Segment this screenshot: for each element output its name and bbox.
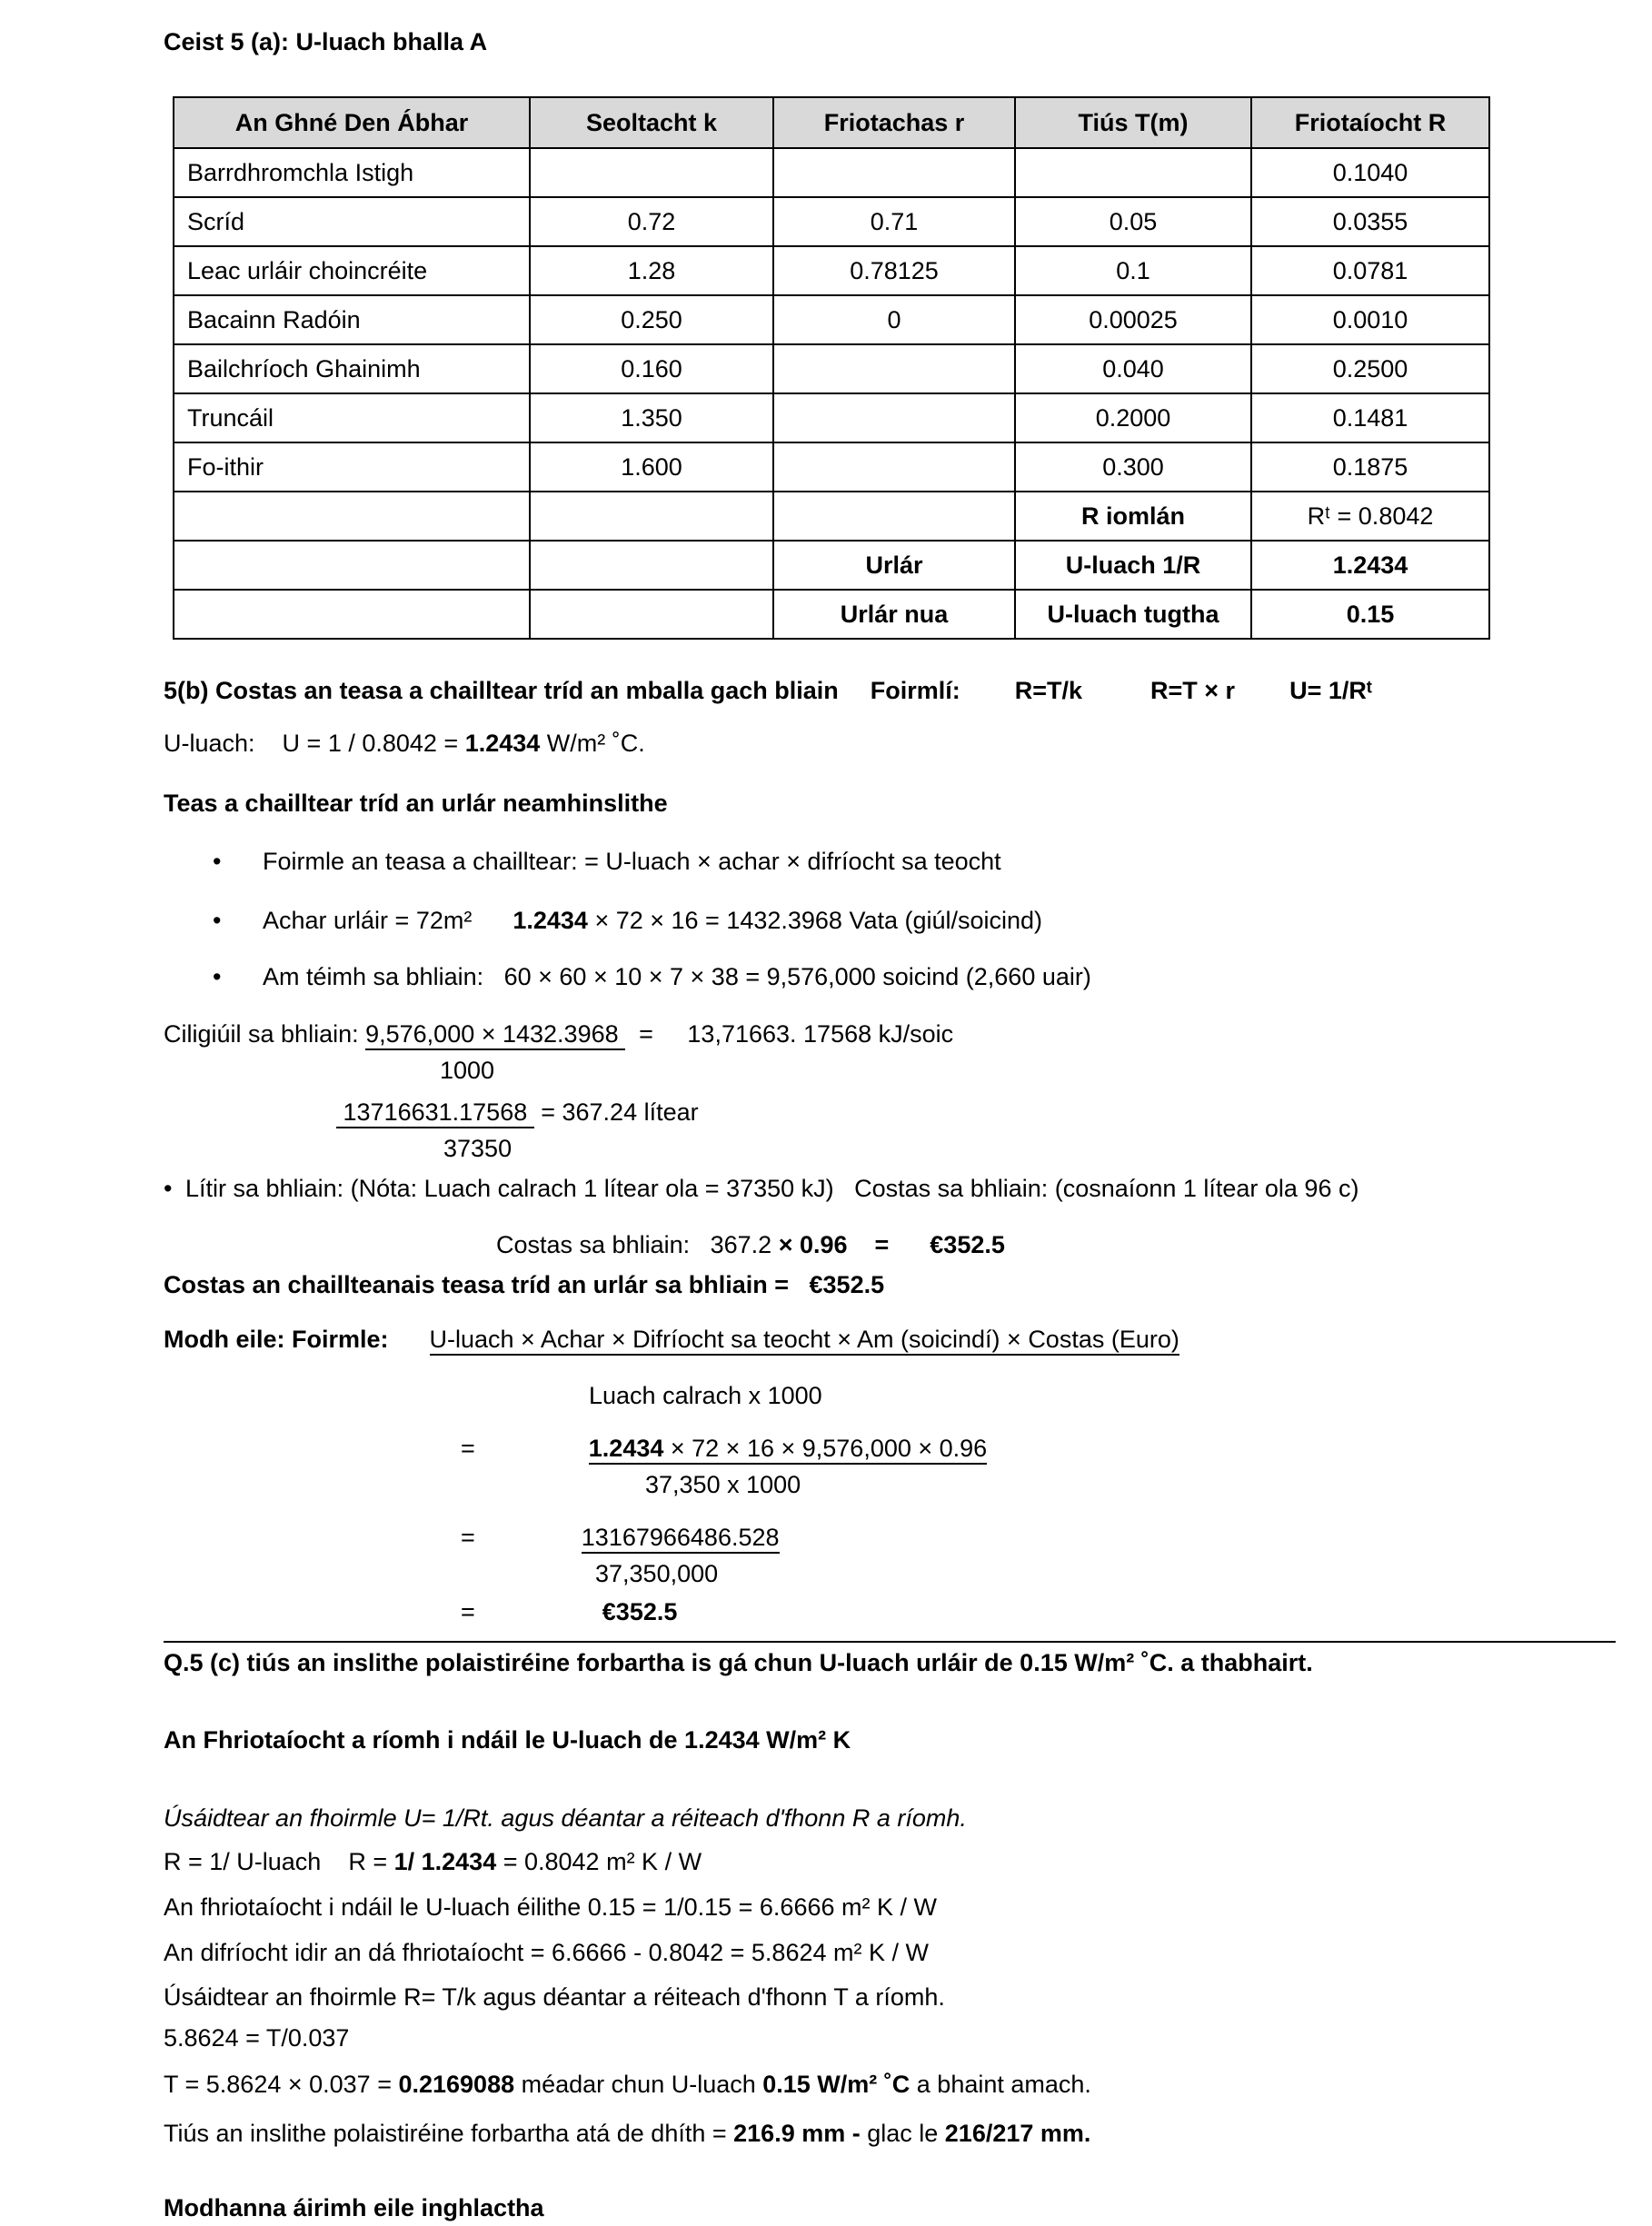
- bullet-text: Am téimh sa bhliain: 60 × 60 × 10 × 7 × 38 = 9,576,000 soicind (2,660 uair): [263, 963, 1091, 990]
- u-value-calculation: [164, 725, 1616, 761]
- calc-result: [164, 1594, 1616, 1630]
- table-cell: 0.71: [773, 197, 1015, 246]
- table-cell: 1.350: [530, 393, 773, 442]
- table-cell: 0.00025: [1015, 295, 1251, 344]
- fraction-numerator: 13716631.17568: [336, 1098, 534, 1128]
- table-cell: 0.2500: [1251, 344, 1489, 393]
- table-cell: [773, 148, 1015, 197]
- bullet-text: [263, 902, 1042, 939]
- table-cell: 1.600: [530, 442, 773, 492]
- table-cell: [530, 492, 773, 541]
- table-cell: 0.1040: [1251, 148, 1489, 197]
- text-segment: a bhaint amach.: [910, 2071, 1091, 2098]
- table-cell: 0.0010: [1251, 295, 1489, 344]
- table-cell-u-given-value: 0.15: [1251, 590, 1489, 639]
- table-cell: 1.28: [530, 246, 773, 295]
- table-row-u-value: [174, 541, 1489, 590]
- step1-numerator: [589, 1435, 987, 1465]
- table-cell: 0.250: [530, 295, 773, 344]
- bold-segment: 0.2169088: [398, 2071, 515, 2098]
- cost-conclusion: Costas an chaillteanais teasa tríd an urlár sa bhliain = €352.5: [164, 1271, 885, 1298]
- table-cell: 0.1481: [1251, 393, 1489, 442]
- bold-segment: 1/ 1.2434: [393, 1848, 497, 1875]
- table-row-u-given: [174, 590, 1489, 639]
- bullet-icon: •: [213, 848, 222, 875]
- bold-segment: 1.2434: [464, 730, 541, 757]
- header-thickness: Tiús T(m): [1015, 97, 1251, 148]
- formula-r-tk: R=T/k: [1014, 677, 1083, 704]
- bullet-item-heating-time: [213, 959, 1616, 995]
- table-cell: [174, 541, 530, 590]
- table-cell: [1015, 148, 1251, 197]
- note-text: Lítir sa bhliain: (Nóta: Luach calrach 1 lítear ola = 37350 kJ) Costas sa bhliain: (cosnaíonn 1 lítear ola 96 c): [185, 1175, 1359, 1202]
- step2-denominator: 37,350,000: [595, 1560, 719, 1587]
- calc-step-2: [164, 1519, 1616, 1555]
- table-cell: Bacainn Radóin: [174, 295, 530, 344]
- text-segment: Ciligiúil sa bhliain:: [164, 1020, 366, 1048]
- result-value: €352.5: [602, 1598, 678, 1625]
- calc-step-1: [164, 1430, 1616, 1466]
- bullet-item-area: [213, 902, 1616, 939]
- table-cell: Scríd: [174, 197, 530, 246]
- table-row-total: [174, 492, 1489, 541]
- resistance-subheading: An Fhriotaíocht a ríomh i ndáil le U-luach de 1.2434 W/m² K: [164, 1726, 851, 1754]
- fraction-denominator: 37350: [443, 1135, 513, 1162]
- step2-numerator: 13167966486.528: [582, 1524, 780, 1554]
- table-cell: [773, 492, 1015, 541]
- text-segment: = 0.8042 m² K / W: [496, 1848, 702, 1875]
- table-row: [174, 295, 1489, 344]
- insulation-thickness-line: [164, 2115, 1616, 2151]
- annual-kj-fraction-numerator: [164, 1016, 1616, 1052]
- table-cell: Fo-ithir: [174, 442, 530, 492]
- resistance-difference-line: An difríocht idir an dá fhriotaíocht = 6.6666 - 0.8042 = 5.8624 m² K / W: [164, 1939, 929, 1966]
- table-cell: 0: [773, 295, 1015, 344]
- bold-segment: 1.2434: [513, 907, 588, 934]
- equals-sign: =: [461, 1435, 475, 1462]
- table-cell: [773, 344, 1015, 393]
- step1-denominator: 37,350 x 1000: [645, 1471, 801, 1498]
- fraction-denominator: 1000: [440, 1057, 495, 1084]
- table-cell: 0.72: [530, 197, 773, 246]
- bold-segment: 216/217 mm.: [944, 2120, 1091, 2147]
- bullet-text: Foirmle an teasa a chailltear: = U-luach × achar × difríocht sa teocht: [263, 848, 1001, 875]
- bullet-icon: •: [213, 907, 222, 934]
- table-cell: [174, 492, 530, 541]
- other-methods-footer: Modhanna áirimh eile inghlactha: [164, 2194, 544, 2221]
- table-cell: 0.300: [1015, 442, 1251, 492]
- table-cell: 0.78125: [773, 246, 1015, 295]
- table-row: [174, 148, 1489, 197]
- table-cell: [530, 590, 773, 639]
- table-cell: 0.1: [1015, 246, 1251, 295]
- header-material: An Ghné Den Ábhar: [174, 97, 530, 148]
- bullet-icon: •: [164, 1175, 173, 1202]
- table-cell-u-value-label: U-luach 1/R: [1015, 541, 1251, 590]
- text-segment: Tiús an inslithe polaistiréine forbartha atá de dhíth =: [164, 2120, 734, 2147]
- text-segment: = 367.24 lítear: [533, 1098, 699, 1126]
- text-segment: × 72 × 16 = 1432.3968 Vata (giúl/soicind): [587, 907, 1043, 934]
- table-cell: 0.2000: [1015, 393, 1251, 442]
- equals-sign: =: [461, 1598, 475, 1625]
- bold-segment: × 0.96 = €352.5: [778, 1231, 1005, 1258]
- table-cell: Barrdhromchla Istigh: [174, 148, 530, 197]
- formula-rtk-note: Úsáidtear an fhoirmle R= T/k agus déantar a réiteach d'fhonn T a ríomh.: [164, 1983, 945, 2011]
- table-header-row: [174, 97, 1489, 148]
- table-cell-floor-label: Urlár: [773, 541, 1015, 590]
- question-title: Ceist 5 (a): U-luach bhalla A: [164, 28, 488, 55]
- table-cell: 0.05: [1015, 197, 1251, 246]
- table-cell: [773, 442, 1015, 492]
- text-segment: = 13,71663. 17568 kJ/soic: [625, 1020, 954, 1048]
- text-segment: glac le: [860, 2120, 945, 2147]
- fraction-numerator: 9,576,000 × 1432.3968: [365, 1020, 625, 1050]
- text-segment: × 72 × 16 × 9,576,000 × 0.96: [663, 1435, 988, 1462]
- table-cell: 0.160: [530, 344, 773, 393]
- table-row: [174, 393, 1489, 442]
- heat-loss-subheading: Teas a chailltear tríd an urlár neamhinslithe: [164, 790, 668, 817]
- litres-per-year-note: [164, 1170, 1616, 1207]
- table-row: [174, 246, 1489, 295]
- bullet-item-formula: [213, 843, 1616, 879]
- text-segment: T = 5.8624 × 0.037 =: [164, 2071, 399, 2098]
- table-cell: [174, 590, 530, 639]
- divider-line: [164, 1641, 1616, 1643]
- method-label: Modh eile: Foirmle:: [164, 1326, 389, 1353]
- bold-segment: 216.9 mm -: [733, 2120, 861, 2147]
- header-resistance: Friotaíocht R: [1251, 97, 1489, 148]
- table-row: [174, 442, 1489, 492]
- header-resistivity: Friotachas r: [773, 97, 1015, 148]
- annual-cost-line: [496, 1227, 1616, 1263]
- table-cell-r-total-value: Rᵗ = 0.8042: [1251, 492, 1489, 541]
- table-cell: 0.0781: [1251, 246, 1489, 295]
- table-cell: Bailchríoch Ghainimh: [174, 344, 530, 393]
- table-cell-u-value: 1.2434: [1251, 541, 1489, 590]
- bold-segment: 1.2434: [588, 1435, 664, 1462]
- text-segment: méadar chun U-luach: [514, 2071, 763, 2098]
- formulas-label: Foirmlí:: [870, 677, 960, 704]
- text-segment: U-luach: U = 1 / 0.8042 =: [164, 730, 465, 757]
- bullet-icon: •: [213, 963, 222, 990]
- question-5c-heading: Q.5 (c) tiús an inslithe polaistiréine forbartha is gá chun U-luach urláir de 0.15 W/m² ˚C. a thabhairt.: [164, 1649, 1313, 1676]
- formula-u-1rt: U= 1/Rᵗ: [1289, 677, 1372, 704]
- litres-fraction-numerator: [336, 1094, 1616, 1130]
- formula-r-tr: R=T × r: [1150, 677, 1236, 704]
- formula-note-italic: Úsáidtear an fhoirmle U= 1/Rt. agus déantar a réiteach d'fhonn R a ríomh.: [164, 1804, 967, 1832]
- table-cell: 0.0355: [1251, 197, 1489, 246]
- equals-sign: =: [461, 1524, 475, 1551]
- header-conductivity: Seoltacht k: [530, 97, 773, 148]
- text-segment: Achar urláir = 72m²: [263, 907, 513, 934]
- table-cell: Leac urláir choincréite: [174, 246, 530, 295]
- table-cell: 0.040: [1015, 344, 1251, 393]
- table-cell: [530, 148, 773, 197]
- table-cell: 0.1875: [1251, 442, 1489, 492]
- table-cell: Truncáil: [174, 393, 530, 442]
- u-value-table: [173, 96, 1490, 640]
- thickness-equation: 5.8624 = T/0.037: [164, 2024, 350, 2052]
- heading-5b-text: 5(b) Costas an teasa a chailltear tríd an mballa gach bliain: [164, 677, 839, 704]
- table-row: [174, 344, 1489, 393]
- bold-segment: 0.15 W/m² ˚C: [762, 2071, 911, 2098]
- alternative-method-heading: [164, 1321, 1616, 1357]
- text-segment: Costas sa bhliain: 367.2: [496, 1231, 779, 1258]
- table-cell: [773, 393, 1015, 442]
- table-cell-r-total-label: R iomlán: [1015, 492, 1251, 541]
- table-cell: [530, 541, 773, 590]
- resistance-calc-line: [164, 1843, 1616, 1880]
- required-resistance-line: An fhriotaíocht i ndáil le U-luach éilithe 0.15 = 1/0.15 = 6.6666 m² K / W: [164, 1893, 937, 1921]
- table-row: [174, 197, 1489, 246]
- table-cell-u-given-label: U-luach tugtha: [1015, 590, 1251, 639]
- table-cell-new-floor-label: Urlár nua: [773, 590, 1015, 639]
- method-denominator: Luach calrach x 1000: [589, 1382, 822, 1409]
- method-formula: U-luach × Achar × Difríocht sa teocht × Am (soicindí) × Costas (Euro): [430, 1326, 1179, 1356]
- text-segment: W/m² ˚C.: [540, 730, 645, 757]
- thickness-result-line: [164, 2066, 1616, 2102]
- section-5b-heading: [164, 672, 1616, 709]
- text-segment: R = 1/ U-luach R =: [164, 1848, 394, 1875]
